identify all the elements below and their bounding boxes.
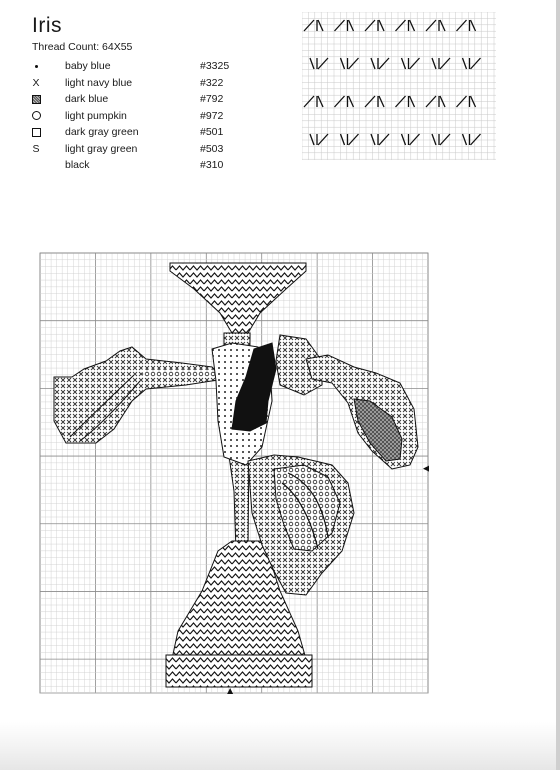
legend-color-name: dark gray green: [65, 126, 139, 138]
diagonal-stitch-icon: [402, 58, 406, 69]
diagonal-stitch-icon: [310, 58, 314, 69]
dot-icon: [30, 58, 42, 75]
iris-pattern-chart: [36, 251, 436, 695]
legend-color-code: #503: [200, 142, 224, 155]
border-grid: [302, 12, 496, 160]
square-icon: [30, 124, 42, 141]
circle-icon: [30, 108, 42, 125]
x-icon: X: [32, 76, 40, 89]
diagonal-stitch-icon: [432, 134, 436, 145]
legend-color-name: light navy blue: [65, 76, 133, 89]
diagonal-stitch-icon: [379, 20, 384, 31]
diagonal-stitch-icon: [304, 20, 314, 31]
legend-color-name: baby blue: [65, 60, 111, 72]
diagonal-stitch-icon: [402, 134, 406, 145]
legend-color-name: black: [65, 159, 90, 171]
legend-row: [30, 157, 270, 174]
diagonal-stitch-icon: [341, 134, 345, 145]
diagonal-stitch-icon: [365, 20, 375, 31]
thread-count: Thread Count: 64X55: [32, 41, 133, 53]
vase-foot: [166, 655, 312, 687]
diagonal-stitch-icon: [410, 20, 415, 31]
diagonal-stitch-icon: [463, 134, 467, 145]
diagonal-stitch-icon: [349, 20, 354, 31]
diagonal-stitch-icon: [457, 20, 467, 31]
legend-color-name: dark blue: [65, 93, 109, 105]
legend-color-code: #322: [200, 76, 224, 89]
diagonal-stitch-icon: [318, 58, 328, 69]
diagonal-stitch-icon: [371, 58, 375, 69]
leaf-stitch-band: [142, 369, 222, 377]
diagonal-stitch-icon: [318, 20, 323, 31]
diagonal-stitch-icon: [349, 58, 359, 69]
legend-color-name: light gray green: [65, 142, 138, 155]
diagonal-stitch-icon: [349, 134, 359, 145]
legend-row: [30, 91, 270, 108]
legend-row: [30, 141, 270, 158]
filled-square-icon: [30, 91, 42, 108]
page-edge: [556, 0, 560, 770]
diagonal-stitch-icon: [440, 134, 450, 145]
legend-color-code: #3325: [200, 60, 230, 72]
diagonal-stitch-icon: [432, 58, 436, 69]
diagonal-stitch-icon: [341, 58, 345, 69]
diagonal-stitch-icon: [471, 134, 481, 145]
legend-row: [30, 124, 270, 141]
diagonal-stitch-icon: [335, 20, 345, 31]
diagonal-stitch-icon: [471, 58, 481, 69]
legend-color-code: #501: [200, 126, 224, 138]
legend-row: [30, 75, 270, 92]
diagonal-stitch-icon: [310, 134, 314, 145]
diagonal-stitch-icon: [440, 20, 445, 31]
border-stitch-chart: [302, 12, 496, 160]
legend-color-code: #792: [200, 93, 224, 105]
legend-color-name: light pumpkin: [65, 109, 127, 122]
legend-row: [30, 108, 270, 125]
diagonal-stitch-icon: [396, 20, 406, 31]
diagonal-stitch-icon: [318, 134, 328, 145]
legend-row: [30, 58, 270, 75]
diagonal-stitch-icon: [440, 58, 450, 69]
legend-color-code: #310: [200, 159, 224, 171]
diagonal-stitch-icon: [371, 134, 375, 145]
page-shadow: [0, 722, 560, 770]
diagonal-stitch-icon: [463, 58, 467, 69]
diagonal-stitch-icon: [379, 58, 389, 69]
s-icon: S: [32, 142, 40, 155]
legend-color-code: #972: [200, 109, 224, 122]
color-key: [30, 58, 270, 174]
page-title: Iris: [32, 14, 62, 37]
diagonal-stitch-icon: [379, 134, 389, 145]
diagonal-stitch-icon: [426, 20, 436, 31]
